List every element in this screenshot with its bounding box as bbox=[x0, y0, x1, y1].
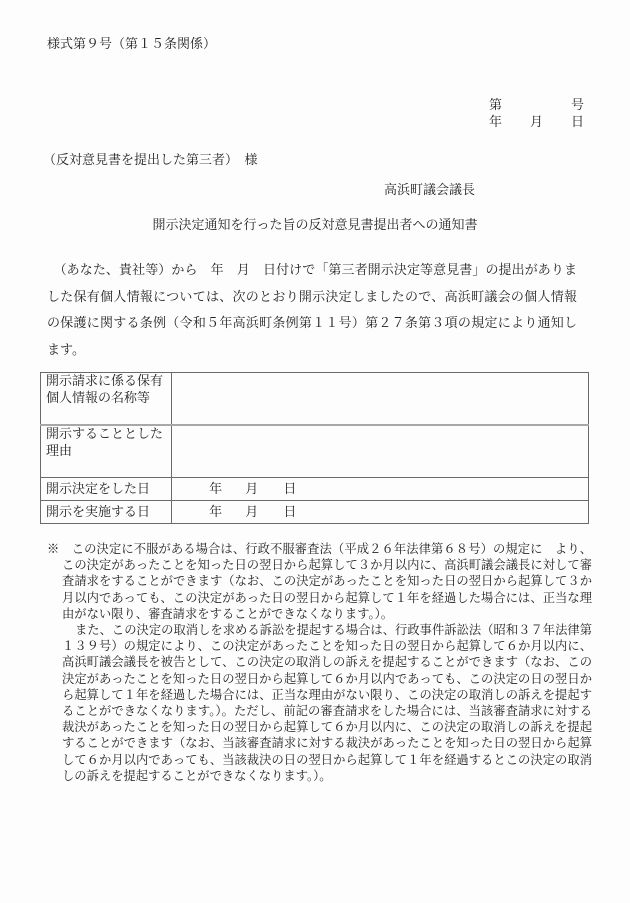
document-number bbox=[489, 98, 584, 115]
decision-date-day: 日 bbox=[283, 481, 297, 497]
sender: 高浜町議会議長 bbox=[384, 183, 476, 198]
table-row bbox=[41, 501, 589, 524]
row-label-disclosure-date: 開示を実施する日 bbox=[41, 501, 172, 524]
row-value-decision-date bbox=[172, 478, 589, 501]
notes bbox=[47, 541, 592, 784]
table-row bbox=[41, 478, 589, 501]
addressee: （反対意見書を提出した第三者） 様 bbox=[43, 153, 258, 168]
document-number-prefix: 第 bbox=[489, 98, 503, 113]
row-value-disclosure-date bbox=[172, 501, 589, 524]
disclosure-date-month: 月 bbox=[245, 504, 259, 520]
disclosure-date-day: 日 bbox=[283, 504, 297, 520]
disclosure-date-year: 年 bbox=[209, 504, 223, 520]
decision-date-year: 年 bbox=[209, 481, 223, 497]
form-number: 様式第９号（第１５条関係） bbox=[47, 37, 217, 52]
document-date-day: 日 bbox=[570, 115, 584, 130]
row-label-info-name: 開示請求に係る保有 個人情報の名称等 bbox=[41, 373, 172, 426]
note-appeal: ※ この決定に不服がある場合は、行政不服審査法（平成２６年法律第６８号）の規定に より、この決定があったことを知った日の翌日から起算して３か月以内に、高浜町議会議長に対して審査請求をすることができます（なお、この決定があったことを知った日の翌日から起算して３か月以内であっても、この決定があった日の翌日から起算して１年を経過した場合には、正当な理由がない限り、審査請求をすることができなくなります。）。 bbox=[47, 542, 592, 621]
table-row bbox=[41, 425, 589, 478]
row-value-info-name bbox=[172, 373, 589, 426]
document-date-month: 月 bbox=[529, 115, 543, 130]
table-row bbox=[41, 373, 589, 426]
document-date bbox=[489, 115, 584, 132]
document-date-year: 年 bbox=[489, 115, 503, 130]
document-number-block bbox=[489, 98, 584, 132]
row-label-decision-date: 開示決定をした日 bbox=[41, 478, 172, 501]
body-text: （あなた、貴社等）から 年 月 日付けで「第三者開示決定等意見書」の提出がありました保有個人情報については、次のとおり開示決定しましたので、高浜町議会の個人情報の保護に関する条例（令和５年高浜町条例第１１号）第２７条第３項の規定により通知します。 bbox=[47, 263, 577, 358]
decision-date-month: 月 bbox=[245, 481, 259, 497]
row-value-reason bbox=[172, 425, 589, 478]
row-label-reason: 開示することとした 理由 bbox=[41, 425, 172, 478]
document-title: 開示決定通知を行った旨の反対意見書提出者への通知書 bbox=[152, 218, 478, 233]
info-table bbox=[40, 372, 589, 524]
document-number-suffix: 号 bbox=[570, 98, 584, 113]
note-lawsuit: また、この決定の取消しを求める訴訟を提起する場合は、行政事件訴訟法（昭和３７年法律第１３９号）の規定により、この決定があったことを知った日の翌日から起算して６か月以内に、高浜町議会議長を被告として、この決定の取消しの訴えを提起することができます（なお、この決定があったことを知った日の翌日から起算して６か月以内であっても、この決定の日の翌日から起算して１年を経過した場合には、正当な理由がない限り、この決定の取消しの訴えを提起することができなくなります。）。ただし、前記の審査請求をした場合には、当該審査請求に対する裁決があったことを知った日の翌日から起算して６か月以内に、この決定の取消しの訴えを提起することができます（なお、当該審査請求に対する裁決があったことを知った日の翌日から起算して６か月以内であっても、当該裁決の日の翌日から起算して１年を経過するとこの決定の取消しの訴えを提起することができなくなります。）。 bbox=[62, 623, 592, 783]
